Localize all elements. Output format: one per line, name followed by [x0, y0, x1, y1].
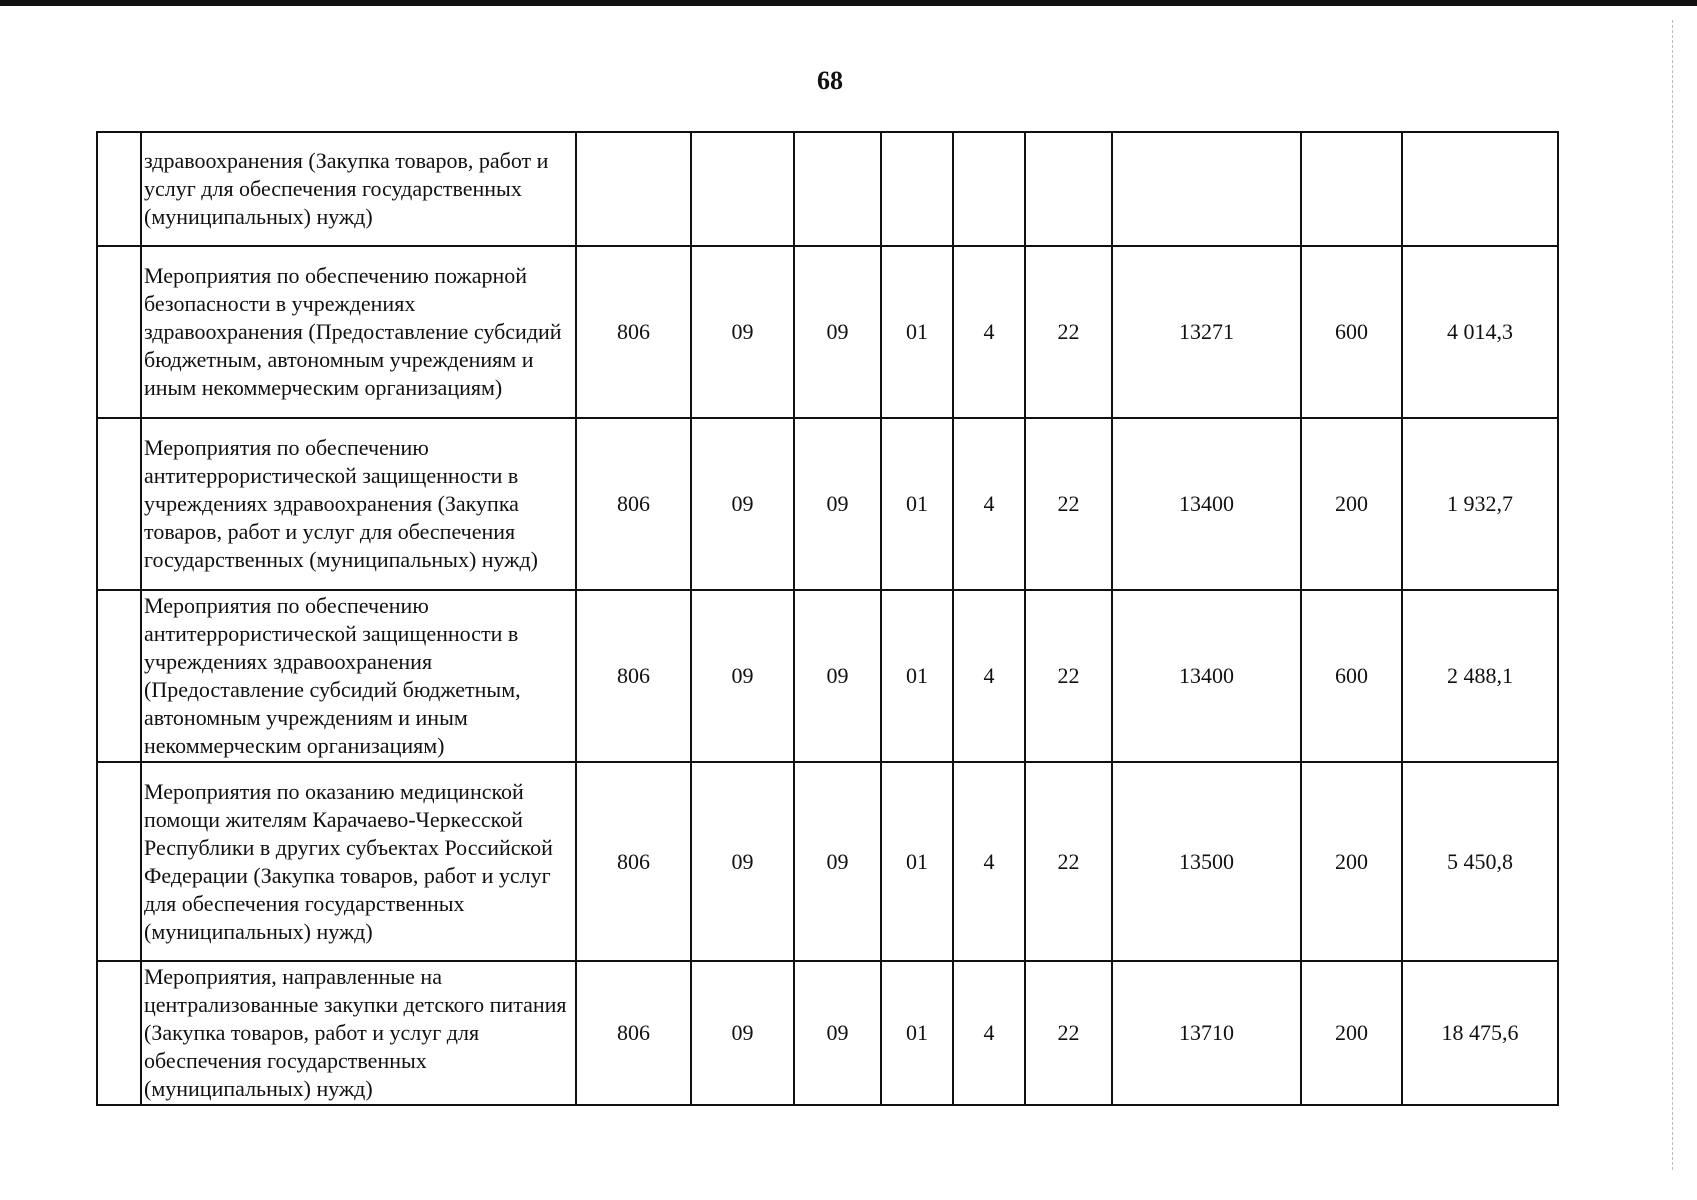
- section-code-cell: 09: [691, 762, 794, 961]
- amount-cell: 5 450,8: [1402, 762, 1558, 961]
- direction-code-cell: 13500: [1112, 762, 1301, 961]
- program-code-cell: 01: [881, 418, 953, 590]
- ministry-code-cell: 806: [576, 961, 691, 1105]
- section-code-cell: 09: [691, 418, 794, 590]
- main-event-code-cell: 22: [1025, 418, 1112, 590]
- index-cell: [97, 132, 141, 246]
- index-cell: [97, 590, 141, 762]
- direction-code-cell: [1112, 132, 1301, 246]
- section-code-cell: 09: [691, 590, 794, 762]
- description-cell: Мероприятия по обеспечению пожарной безопасности в учреждениях здравоохранения (Предоставление субсидий бюджетным, автономным учреждениям и иным некоммерческим организациям): [141, 246, 576, 418]
- subsection-code-cell: 09: [794, 961, 881, 1105]
- ministry-code-cell: 806: [576, 762, 691, 961]
- expense-type-cell: 200: [1301, 961, 1402, 1105]
- subprogram-code-cell: [953, 132, 1025, 246]
- ministry-code-cell: 806: [576, 246, 691, 418]
- subprogram-code-cell: 4: [953, 590, 1025, 762]
- table-row: [97, 246, 1558, 418]
- amount-cell: 4 014,3: [1402, 246, 1558, 418]
- main-event-code-cell: 22: [1025, 762, 1112, 961]
- direction-code-cell: 13400: [1112, 418, 1301, 590]
- top-scan-border: [0, 0, 1697, 6]
- expense-type-cell: 200: [1301, 762, 1402, 961]
- section-code-cell: 09: [691, 246, 794, 418]
- index-cell: [97, 418, 141, 590]
- description-cell: Мероприятия, направленные на централизованные закупки детского питания (Закупка товаров, работ и услуг для обеспечения государственных (муниципальных) нужд): [141, 961, 576, 1105]
- right-page-edge: [1672, 20, 1673, 1170]
- description-cell: Мероприятия по оказанию медицинской помощи жителям Карачаево-Черкесской Республики в других субъектах Российской Федерации (Закупка товаров, работ и услуг для обеспечения государственных (муниципальных) нужд): [141, 762, 576, 961]
- section-code-cell: [691, 132, 794, 246]
- subsection-code-cell: 09: [794, 418, 881, 590]
- direction-code-cell: 13400: [1112, 590, 1301, 762]
- subprogram-code-cell: 4: [953, 246, 1025, 418]
- index-cell: [97, 762, 141, 961]
- program-code-cell: 01: [881, 762, 953, 961]
- expense-type-cell: 200: [1301, 418, 1402, 590]
- index-cell: [97, 246, 141, 418]
- amount-cell: 18 475,6: [1402, 961, 1558, 1105]
- main-event-code-cell: 22: [1025, 246, 1112, 418]
- description-cell: здравоохранения (Закупка товаров, работ и услуг для обеспечения государственных (муниципальных) нужд): [141, 132, 576, 246]
- main-event-code-cell: 22: [1025, 590, 1112, 762]
- table-row: [97, 762, 1558, 961]
- page-number: 68: [817, 66, 843, 95]
- main-event-code-cell: 22: [1025, 961, 1112, 1105]
- section-code-cell: 09: [691, 961, 794, 1105]
- subprogram-code-cell: 4: [953, 961, 1025, 1105]
- expense-type-cell: 600: [1301, 246, 1402, 418]
- subsection-code-cell: [794, 132, 881, 246]
- program-code-cell: [881, 132, 953, 246]
- direction-code-cell: 13271: [1112, 246, 1301, 418]
- description-cell: Мероприятия по обеспечению антитеррористической защищенности в учреждениях здравоохранения (Закупка товаров, работ и услуг для обеспечения государственных (муниципальных) нужд): [141, 418, 576, 590]
- amount-cell: 2 488,1: [1402, 590, 1558, 762]
- ministry-code-cell: [576, 132, 691, 246]
- subsection-code-cell: 09: [794, 246, 881, 418]
- table-row: [97, 132, 1558, 246]
- budget-table: [96, 131, 1559, 1106]
- main-event-code-cell: [1025, 132, 1112, 246]
- table-row: [97, 961, 1558, 1105]
- amount-cell: [1402, 132, 1558, 246]
- program-code-cell: 01: [881, 961, 953, 1105]
- program-code-cell: 01: [881, 246, 953, 418]
- table-row: [97, 590, 1558, 762]
- subsection-code-cell: 09: [794, 762, 881, 961]
- direction-code-cell: 13710: [1112, 961, 1301, 1105]
- table-row: [97, 418, 1558, 590]
- ministry-code-cell: 806: [576, 418, 691, 590]
- index-cell: [97, 961, 141, 1105]
- ministry-code-cell: 806: [576, 590, 691, 762]
- description-cell: Мероприятия по обеспечению антитеррористической защищенности в учреждениях здравоохранения (Предоставление субсидий бюджетным, автономным учреждениям и иным некоммерческим организациям): [141, 590, 576, 762]
- program-code-cell: 01: [881, 590, 953, 762]
- subprogram-code-cell: 4: [953, 762, 1025, 961]
- expense-type-cell: 600: [1301, 590, 1402, 762]
- amount-cell: 1 932,7: [1402, 418, 1558, 590]
- subsection-code-cell: 09: [794, 590, 881, 762]
- subprogram-code-cell: 4: [953, 418, 1025, 590]
- expense-type-cell: [1301, 132, 1402, 246]
